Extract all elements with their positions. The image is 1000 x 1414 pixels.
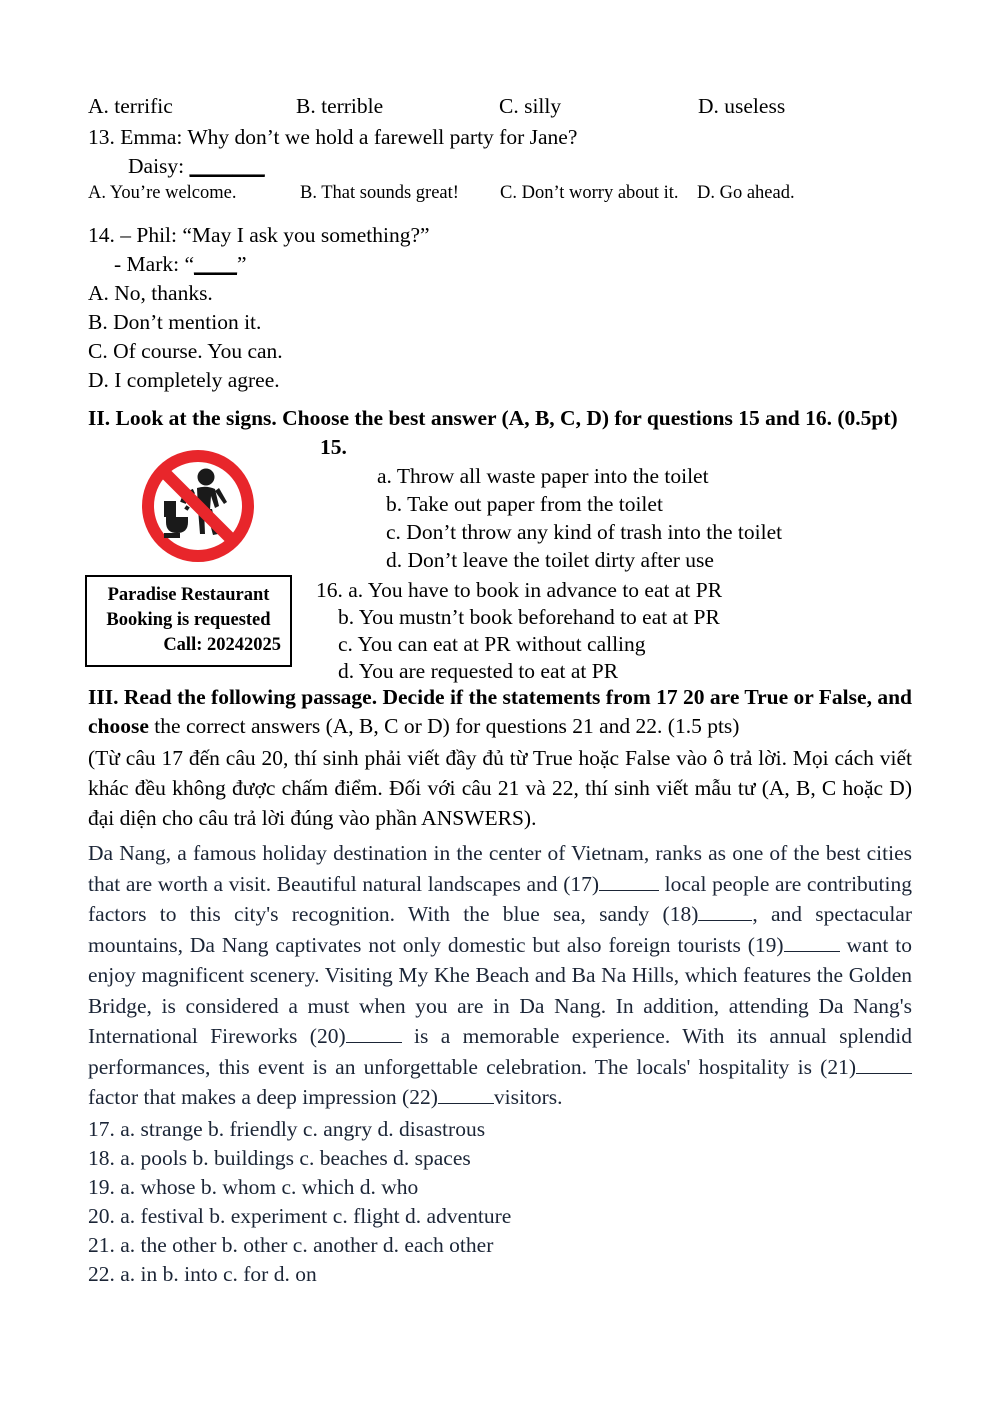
question15-option-d: d. Don’t leave the toilet dirty after use	[386, 548, 714, 572]
question14-option-b: B. Don’t mention it.	[88, 310, 262, 334]
question16-option-a: 16. a. You have to book in advance to eat at PR	[316, 578, 723, 602]
passage-part-7: visitors.	[493, 1085, 563, 1109]
question12-option-b: B. terrible	[296, 94, 384, 118]
section3-heading	[88, 683, 918, 741]
question15-block	[88, 435, 912, 572]
question12-option-d: D. useless	[698, 94, 786, 118]
question16-option-b: b. You mustn’t book beforehand to eat at PR	[338, 605, 720, 629]
question14-option-c: C. Of course. You can.	[88, 339, 283, 363]
passage-part-2: local people are contributing factors to this city's recognition. With the blue sea, sandy (18)	[88, 871, 912, 926]
question12-option-a: A. terrific	[88, 94, 173, 118]
question12-option-c: C. silly	[499, 94, 562, 118]
question15-option-a: a. Throw all waste paper into the toilet	[377, 464, 709, 488]
question16-block	[88, 575, 912, 683]
passage-blank-19	[784, 951, 840, 952]
passage-part-3: , and spectacular mountains, Da Nang captivates not only domestic but also foreign tourists (19)	[88, 902, 912, 957]
passage-blank-21	[856, 1073, 912, 1074]
passage-part-4: want to enjoy magnificent scenery. Visiting My Khe Beach and Ba Na Hills, which features the Golden Bridge, is considered a must when you are in Da Nang. In addition, attending Da Nang's International Fireworks (20)	[88, 932, 912, 1048]
page-content	[88, 92, 918, 1289]
question16-option-c: c. You can eat at PR without calling	[338, 632, 646, 656]
passage-answer-20: 20. a. festival b. experiment c. flight d. adventure	[88, 1203, 512, 1228]
question13-option-c: C. Don’t worry about it.	[500, 183, 679, 203]
sign-line-phone: Call: 20242025	[163, 635, 281, 655]
passage-answer-21: 21. a. the other b. other c. another d. each other	[88, 1232, 494, 1257]
question13-options-row	[88, 182, 912, 205]
passage-answer-18: 18. a. pools b. buildings c. beaches d. spaces	[88, 1145, 471, 1170]
question14-option-d: D. I completely agree.	[88, 368, 280, 392]
section3-heading-bold: III. Read the following passage. Decide if the statements from 17 20 are True or False, and choose	[88, 685, 918, 738]
question14-answer-blank: ____	[194, 252, 237, 276]
reading-passage	[88, 838, 912, 1113]
passage-blank-17	[599, 890, 659, 891]
question15-options	[377, 462, 906, 574]
question14-reply-suffix: ”	[237, 252, 247, 276]
section2-heading: II. Look at the signs. Choose the best answer (A, B, C, D) for questions 15 and 16. (0.5pt)	[88, 406, 898, 430]
question16-options	[316, 577, 906, 685]
question13-prompt: 13. Emma: Why don’t we hold a farewell party for Jane?	[88, 125, 578, 149]
question14-reply-prefix: - Mark: “	[114, 252, 194, 276]
passage-answer-19: 19. a. whose b. whom c. which d. who	[88, 1174, 419, 1199]
sign-line-booking-notice: Booking is requested	[106, 610, 271, 630]
question13-answer-blank: _______	[189, 154, 265, 178]
passage-answer-22: 22. a. in b. into c. for d. on	[88, 1261, 317, 1286]
section3-heading-rest: the correct answers (A, B, C or D) for questions 21 and 22. (1.5 pts)	[154, 714, 740, 738]
question15-number: 15.	[320, 435, 347, 459]
question14-reply-line	[88, 250, 912, 279]
spacer	[88, 205, 912, 221]
question13-daisy-label: Daisy:	[128, 154, 190, 178]
sign-line-restaurant-name: Paradise Restaurant	[107, 585, 270, 605]
question15-option-c: c. Don’t throw any kind of trash into the toilet	[386, 520, 783, 544]
passage-blank-18	[698, 920, 752, 921]
passage-part-5: is a memorable experience. With its annual splendid performances, this event is an unforgettable celebration. The locals' hospitality is (21)	[88, 1024, 912, 1079]
question13-option-b: B. That sounds great!	[300, 183, 459, 203]
question14-option-a: A. No, thanks.	[88, 281, 213, 305]
passage-blank-22	[438, 1103, 494, 1104]
question12-options-row	[88, 92, 912, 121]
question13-option-a: A. You’re welcome.	[88, 183, 237, 203]
question15-option-b: b. Take out paper from the toilet	[386, 492, 663, 516]
question14-prompt: 14. – Phil: “May I ask you something?”	[88, 223, 430, 247]
passage-part-1: Da Nang, a famous holiday destination in the center of Vietnam, ranks as one of the best cities that are worth a visit. Beautiful natural landscapes and (17)	[88, 841, 912, 896]
passage-part-6: factor that makes a deep impression (22)	[88, 1085, 438, 1109]
question13-daisy-line	[88, 152, 912, 181]
passage-answer-17: 17. a. strange b. friendly c. angry d. disastrous	[88, 1116, 486, 1141]
question13-option-d: D. Go ahead.	[697, 183, 795, 203]
vietnamese-instruction: (Từ câu 17 đến câu 20, thí sinh phải viết đầy đủ từ True hoặc False vào ô trả lời. Mọi cách viết khác đều không được chấm điểm. Đối với câu 21 và 22, thí sinh viết mẫu tư (A, B, C hoặc D) đại diện cho câu trả lời đúng vào phần ANSWERS).	[88, 746, 912, 830]
no-littering-toilet-sign-icon	[136, 447, 260, 565]
passage-answer-options	[88, 1115, 912, 1289]
question16-option-d: d. You are requested to eat at PR	[338, 659, 619, 683]
paradise-restaurant-sign	[85, 575, 292, 667]
passage-blank-20	[346, 1042, 402, 1043]
